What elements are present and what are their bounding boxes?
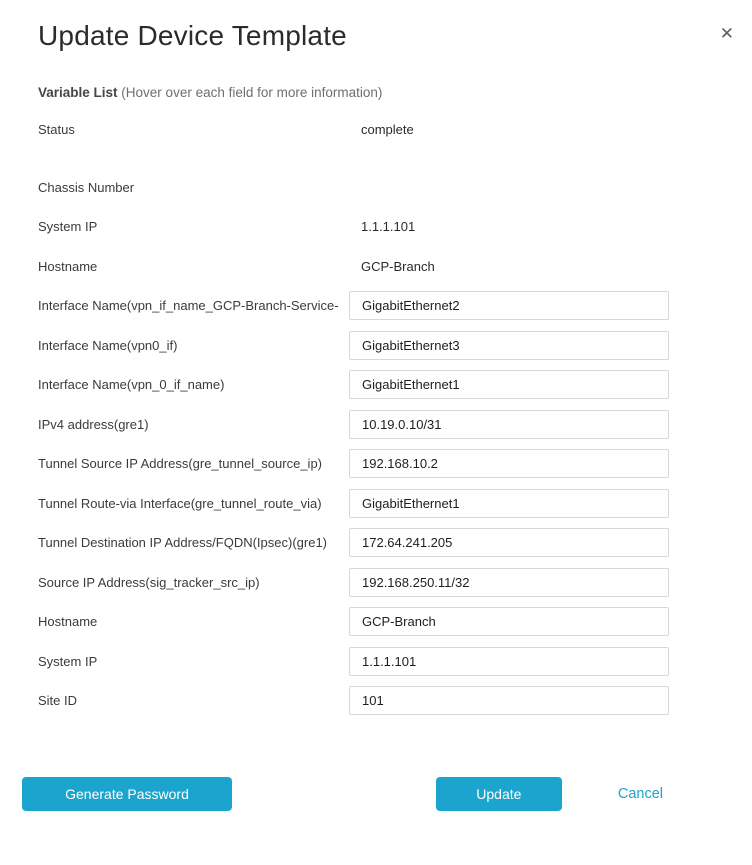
row-value: 1.1.1.101 — [361, 219, 416, 235]
row-chassis-number — [0, 168, 752, 208]
row-label: IPv4 address(gre1) — [38, 416, 149, 432]
row-label: Status — [38, 122, 75, 138]
row-label: Hostname — [38, 258, 98, 274]
system-ip-input[interactable] — [349, 647, 669, 676]
row-tunnel-source-ip — [0, 444, 752, 484]
tunnel-destination-ip-input[interactable] — [349, 528, 669, 557]
footer-right-group — [436, 777, 663, 811]
source-ip-tracker-input[interactable] — [349, 568, 669, 597]
row-label: Interface Name(vpn0_if) — [38, 337, 178, 353]
row-label: Tunnel Destination IP Address/FQDN(Ipsec)(gre1) — [38, 535, 328, 551]
interface-name-vpn-0-if-name-input[interactable] — [349, 370, 669, 399]
row-hostname-input — [0, 602, 752, 642]
row-label: Hostname — [38, 614, 98, 630]
interface-name-vpn0-if-input[interactable] — [349, 331, 669, 360]
row-label: Tunnel Source IP Address(gre_tunnel_source_ip) — [38, 456, 323, 472]
tunnel-source-ip-input[interactable] — [349, 449, 669, 478]
row-system-ip-input — [0, 642, 752, 682]
row-site-id — [0, 681, 752, 721]
dialog-footer — [0, 777, 752, 811]
row-value: GCP-Branch — [361, 258, 435, 274]
row-label: Source IP Address(sig_tracker_src_ip) — [38, 574, 260, 590]
row-interface-name-service — [0, 286, 752, 326]
site-id-input[interactable] — [349, 686, 669, 715]
row-tunnel-route-via — [0, 484, 752, 524]
row-tunnel-destination-ip — [0, 523, 752, 563]
variable-list-header — [38, 85, 752, 100]
row-system-ip — [0, 207, 752, 247]
variable-list-hint: (Hover over each field for more information) — [117, 85, 383, 100]
row-label: Site ID — [38, 693, 78, 709]
ipv4-address-gre1-input[interactable] — [349, 410, 669, 439]
row-status — [0, 110, 752, 150]
variable-list — [0, 110, 752, 721]
row-label: Tunnel Route-via Interface(gre_tunnel_route_via) — [38, 495, 322, 511]
row-source-ip-tracker — [0, 563, 752, 603]
interface-name-service-input[interactable] — [349, 291, 669, 320]
tunnel-route-via-input[interactable] — [349, 489, 669, 518]
row-label: System IP — [38, 653, 98, 669]
row-label: Chassis Number — [38, 179, 135, 195]
variable-list-title: Variable List — [38, 85, 118, 100]
row-label: System IP — [38, 219, 98, 235]
hostname-input[interactable] — [349, 607, 669, 636]
row-interface-name-vpn-0-if-name — [0, 365, 752, 405]
page-title: Update Device Template — [38, 20, 347, 51]
update-button[interactable]: Update — [436, 777, 562, 811]
row-label: Interface Name(vpn_0_if_name) — [38, 377, 225, 393]
row-label: Interface Name(vpn_if_name_GCP-Branch-Service- — [38, 298, 339, 314]
cancel-button[interactable]: Cancel — [617, 785, 663, 802]
generate-password-button[interactable]: Generate Password — [22, 777, 232, 811]
row-interface-name-vpn0-if — [0, 326, 752, 366]
update-device-template-dialog — [0, 20, 752, 865]
row-hostname — [0, 247, 752, 287]
row-ipv4-address-gre1 — [0, 405, 752, 445]
close-icon[interactable]: ✕ — [719, 24, 734, 44]
row-value: complete — [361, 122, 414, 138]
